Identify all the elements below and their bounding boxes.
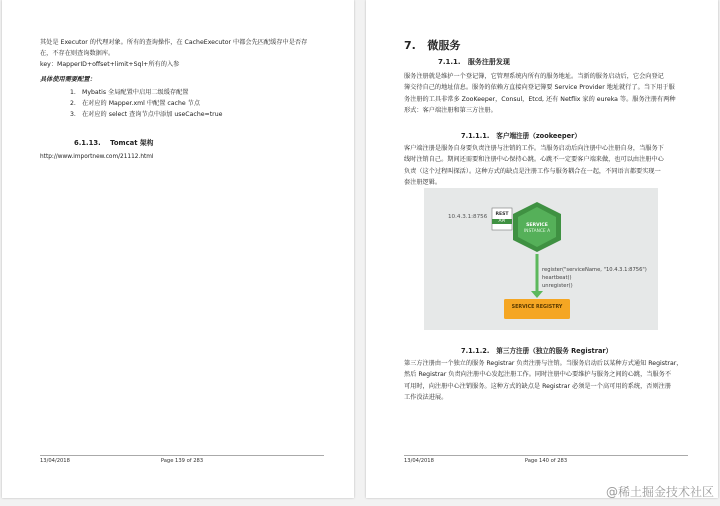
chapter-heading [404,37,460,53]
instance-ip-label: 10.4.3.1:8756 [448,214,488,220]
subsection-number: 7.1.1.1. [461,132,490,140]
reference-link[interactable]: http://www.importnew.com/21112.html [40,154,154,160]
document-page-140 [366,0,718,498]
config-heading: 具体使用需要配置： [40,76,96,83]
footer-date: 13/04/2018 [40,458,70,464]
registry-label: SERVICE REGISTRY [511,305,563,310]
paragraph-service-registry: 服务注册就是维护一个登记簿，它管理系统内所有的服务地址。当新的服务启动后，它会向登记 簿交待自己的地址信息。服务的依赖方直接向登记簿要 Service Provider 地址就行了。当下用于服 务注册的工具非常多 ZooKeeper，Consul，Etcd, 还有 Netflix 家的 eureka 等。服务注册有两种 形式：客户端注册和第三方注册。 [404,73,676,114]
paragraph-third-party-registration: 第三方注册由一个独立的服务 Registrar 负责注册与注销。当服务启动后以某种方式通知 Registrar， 然后 Registrar 负责向注册中心发起注册工作。同时注册中心要维护与服务之间的心跳，当服务不 可用时，向注册中心注销服务。这种方式的缺点是 Registrar 必须是一个高可用的系统，否则注册 工作没法进展。 [404,360,683,401]
call-unregister: unregister() [542,283,573,289]
section-number: 6.1.13. [74,139,101,147]
rest-label: REST [495,212,509,217]
paragraph-client-registration: 客户端注册是服务自身要负责注册与注销的工作。当服务启动后向注册中心注册自身，当服务下 线时注销自己。期间还需要和注册中心保持心跳。心跳不一定要客户端来做，也可以由注册中心 负责（这个过程叫探活）。这种方式的缺点是注册工作与服务耦合在一起，不同语言都要实现一 套注册逻辑。 [404,145,664,186]
list-item: 2. 在对应的 Mapper.xml 中配置 cache 节点 [70,100,201,107]
chapter-title: 微服务 [427,39,461,52]
section-heading-tomcat [74,137,153,147]
page-footer [40,458,324,468]
section-number: 7.1.1. [438,58,461,66]
subsection-heading-third-party [461,345,612,355]
registry-calls [542,266,647,290]
subsection-title: 第三方注册（独立的服务 Registrar） [496,347,613,355]
section-title: Tomcat 架构 [110,139,154,147]
watermark-text: @稀土掘金技术社区 [605,485,714,499]
list-item: 1. Mybatis 全局配置中启用二级缓存配置 [70,89,189,96]
service-label: SERVICE [526,223,548,228]
section-heading-registry [438,57,510,67]
api-label: API [492,219,512,224]
list-item: 3. 在对应的 select 查询节点中添加 useCache=true [70,111,223,118]
subsection-heading-client [461,130,581,140]
footer-page-number: Page 139 of 283 [160,458,204,464]
intro-text-line1: 其处是 Executor 的代理对象。所有的查询操作，在 CacheExecutor 中都会先匹配缓存中是否存 [40,39,308,46]
section-title: 服务注册发现 [467,58,510,66]
registry-arrowhead [531,291,543,298]
footer-date: 13/04/2018 [404,458,434,464]
config-steps-list [70,87,222,120]
footer-page-number: Page 140 of 283 [524,458,568,464]
call-heartbeat: heartbeat() [542,275,572,281]
instance-label: INSTANCE A [523,229,551,234]
intro-text-line2: 在，不存在则查询数据库。 [40,50,115,57]
subsection-title: 客户端注册（zookeeper） [496,132,581,140]
client-registration-diagram [424,188,658,330]
chapter-number: 7. [404,39,416,52]
subsection-number: 7.1.1.2. [461,347,490,355]
page-footer [404,458,688,468]
call-register: register("serviceName, "10.4.3.1:8756") [542,267,647,273]
document-page-139 [2,0,354,498]
cache-key-text: key：MapperID+offset+limit+Sql+所有的入参 [40,61,180,68]
